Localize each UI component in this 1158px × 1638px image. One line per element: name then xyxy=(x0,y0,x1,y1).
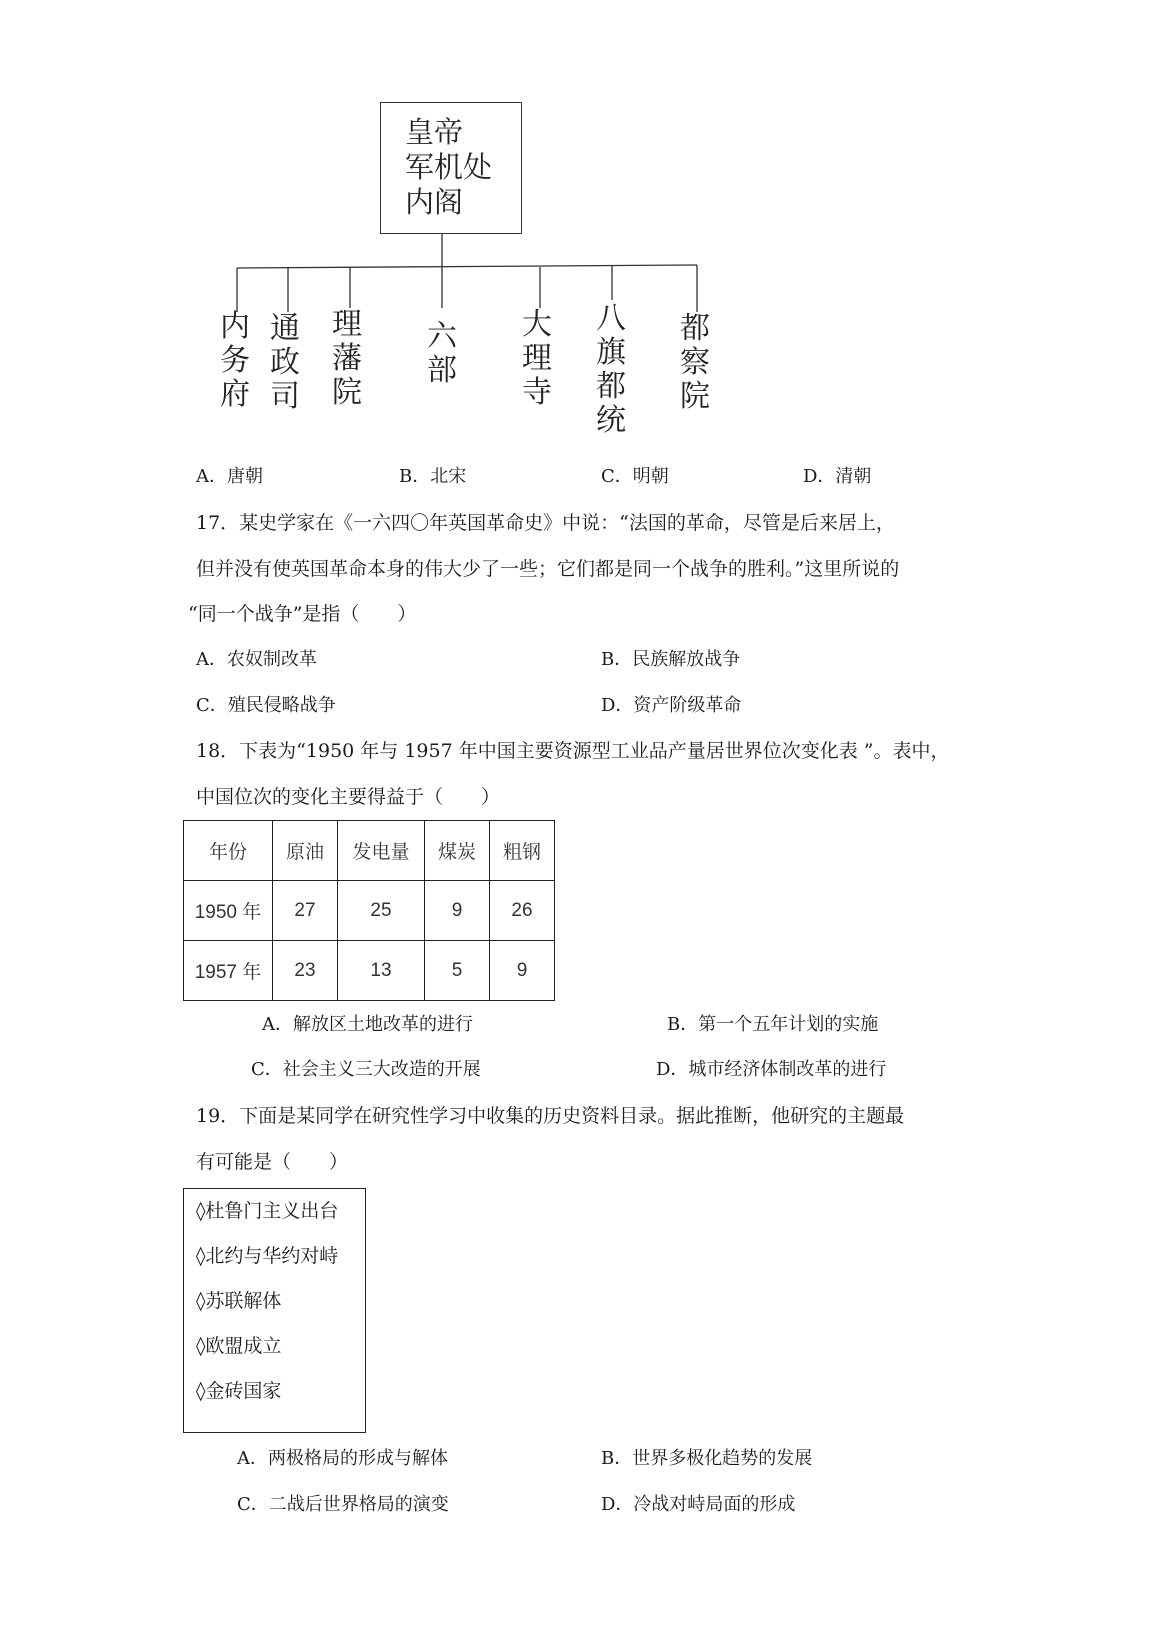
table-cell: 26 xyxy=(490,881,555,941)
table-header-cell: 粗钢 xyxy=(490,821,555,881)
branch-duchayuan: 都 察 院 xyxy=(680,311,710,414)
table-header-cell: 年份 xyxy=(184,821,273,881)
q16-option-a: A．唐朝 xyxy=(196,466,263,487)
q16-option-d: D．清朝 xyxy=(803,466,872,487)
q17-stem-line: 17．某史学家在《一六四〇年英国革命史》中说：“法国的革命，尽管是后来居上， xyxy=(196,512,895,534)
q17-option-a: A．农奴制改革 xyxy=(196,649,317,670)
q18-option-c: C．社会主义三大改造的开展 xyxy=(251,1059,481,1080)
table-header-row xyxy=(184,821,555,881)
table-cell: 13 xyxy=(338,941,425,1001)
list-item: ◊杜鲁门主义出台 xyxy=(196,1200,339,1222)
table-header-cell: 原油 xyxy=(273,821,338,881)
branch-neiwufu: 内 务 府 xyxy=(220,309,250,412)
branch-lifanyuan: 理 藩 院 xyxy=(332,307,362,410)
q19-option-b: B．世界多极化趋势的发展 xyxy=(601,1448,813,1469)
table-cell: 25 xyxy=(338,881,425,941)
table-row xyxy=(184,941,555,1001)
q18-stem-line: 18．下表为“1950 年与 1957 年中国主要资源型工业品产量居世界位次变化表 ”。表中， xyxy=(196,740,950,762)
q19-option-a: A．两极格局的形成与解体 xyxy=(237,1448,448,1469)
list-item: ◊北约与华约对峙 xyxy=(196,1245,339,1267)
q17-stem-line: 但并没有使英国革命本身的伟大少了一些；它们都是同一个战争的胜利。”这里所说的 xyxy=(196,558,900,580)
branch-tongzhengsi: 通 政 司 xyxy=(270,311,300,414)
table-cell: 1957 年 xyxy=(184,941,273,1001)
diagram-top-line: 内阁 xyxy=(405,185,464,219)
q18-option-b: B．第一个五年计划的实施 xyxy=(667,1014,879,1035)
list-item: ◊欧盟成立 xyxy=(196,1335,282,1357)
q19-option-d: D．冷战对峙局面的形成 xyxy=(601,1494,796,1515)
table-cell: 23 xyxy=(273,941,338,1001)
q18-stem-line: 中国位次的变化主要得益于（ ） xyxy=(196,786,501,808)
diagram-top-line: 皇帝 xyxy=(405,115,464,149)
q18-option-d: D．城市经济体制改革的进行 xyxy=(656,1059,887,1080)
table-header-cell: 发电量 xyxy=(338,821,425,881)
q19-option-c: C．二战后世界格局的演变 xyxy=(237,1494,449,1515)
q19-stem-line: 有可能是（ ） xyxy=(196,1151,349,1173)
table-row xyxy=(184,881,555,941)
table-cell: 27 xyxy=(273,881,338,941)
branch-baqidutong: 八 旗 都 统 xyxy=(596,301,626,438)
q17-stem-line: “同一个战争”是指（ ） xyxy=(188,603,417,625)
q17-option-c: C．殖民侵略战争 xyxy=(196,695,336,716)
q17-option-b: B．民族解放战争 xyxy=(601,649,741,670)
q18-table xyxy=(183,820,555,1001)
q19-stem-line: 19．下面是某同学在研究性学习中收集的历史资料目录。据此推断，他研究的主题最 xyxy=(196,1105,905,1127)
q19-material-list xyxy=(183,1188,366,1433)
branch-dalisi: 大 理 寺 xyxy=(522,307,552,410)
q16-option-c: C．明朝 xyxy=(601,466,669,487)
branch-liubu: 六 部 xyxy=(427,319,457,388)
table-cell: 1950 年 xyxy=(184,881,273,941)
list-item: ◊金砖国家 xyxy=(196,1380,282,1402)
table-header-cell: 煤炭 xyxy=(425,821,490,881)
q18-option-a: A．解放区土地改革的进行 xyxy=(262,1014,473,1035)
list-item: ◊苏联解体 xyxy=(196,1290,282,1312)
diagram-top-line: 军机处 xyxy=(405,150,493,184)
q17-option-d: D．资产阶级革命 xyxy=(601,695,742,716)
q16-option-b: B．北宋 xyxy=(399,466,467,487)
table-cell: 9 xyxy=(490,941,555,1001)
table-cell: 5 xyxy=(425,941,490,1001)
diagram-connectors xyxy=(0,0,1158,460)
table-cell: 9 xyxy=(425,881,490,941)
